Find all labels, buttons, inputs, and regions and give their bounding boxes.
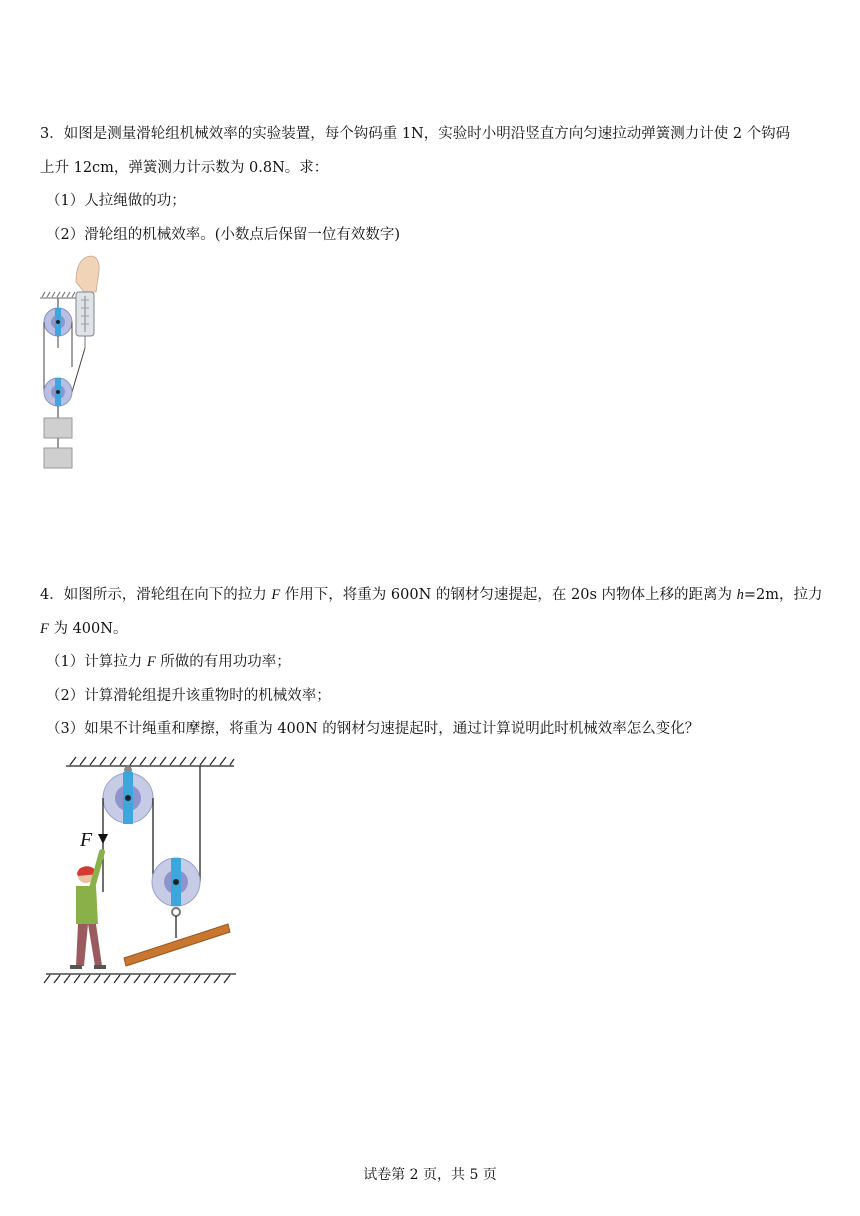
q4-stem-line2: F 为 400N。 xyxy=(40,621,128,637)
q4-pulley-figure xyxy=(40,752,240,988)
hand-illustration xyxy=(76,256,99,292)
spring-scale xyxy=(76,292,94,348)
force-label: F xyxy=(80,829,93,851)
q4-movable-pulley xyxy=(152,858,200,938)
q3-stem-line2: 上升 12cm，弹簧测力计示数为 0.8N。求： xyxy=(40,160,329,176)
q3-sub-question-2: （2）滑轮组的机械效率。(小数点后保留一位有效数字) xyxy=(46,227,401,243)
person-illustration xyxy=(70,852,106,969)
q4-sub-question-3: （3）如果不计绳重和摩擦，将重为 400N 的钢材匀速提起时，通过计算说明此时机械效率怎么变化？ xyxy=(46,721,700,737)
q4-sub-question-2: （2）计算滑轮组提升该重物时的机械效率； xyxy=(46,688,331,704)
ground-hatch xyxy=(44,974,236,983)
q3-ceiling-hatch xyxy=(40,292,76,298)
force-arrow xyxy=(98,834,108,844)
q3-movable-pulley xyxy=(44,378,72,418)
q4-sub-question-1: （1）计算拉力 F 所做的有用功功率； xyxy=(46,654,291,670)
q3-stem-line1: 3．如图是测量滑轮组机械效率的实验装置，每个钩码重 1N，实验时小明沿竖直方向匀速拉动弹簧测力计使 2 个钩码 xyxy=(40,126,791,142)
q3-fixed-pulley xyxy=(44,298,72,336)
page-footer: 试卷第 2 页，共 5 页 xyxy=(363,1167,497,1183)
q4-stem-line1: 4．如图所示，滑轮组在向下的拉力 F 作用下，将重为 600N 的钢材匀速提起，在 20s 内物体上移的距离为 h=2m，拉力 xyxy=(40,587,823,603)
steel-beam xyxy=(124,924,230,966)
hook-weights xyxy=(44,418,72,468)
q3-pulley-figure xyxy=(36,252,116,472)
q4-fixed-pulley xyxy=(103,766,153,824)
q4-ceiling-hatch xyxy=(66,757,234,766)
q3-sub-question-1: （1）人拉绳做的功； xyxy=(46,193,186,209)
